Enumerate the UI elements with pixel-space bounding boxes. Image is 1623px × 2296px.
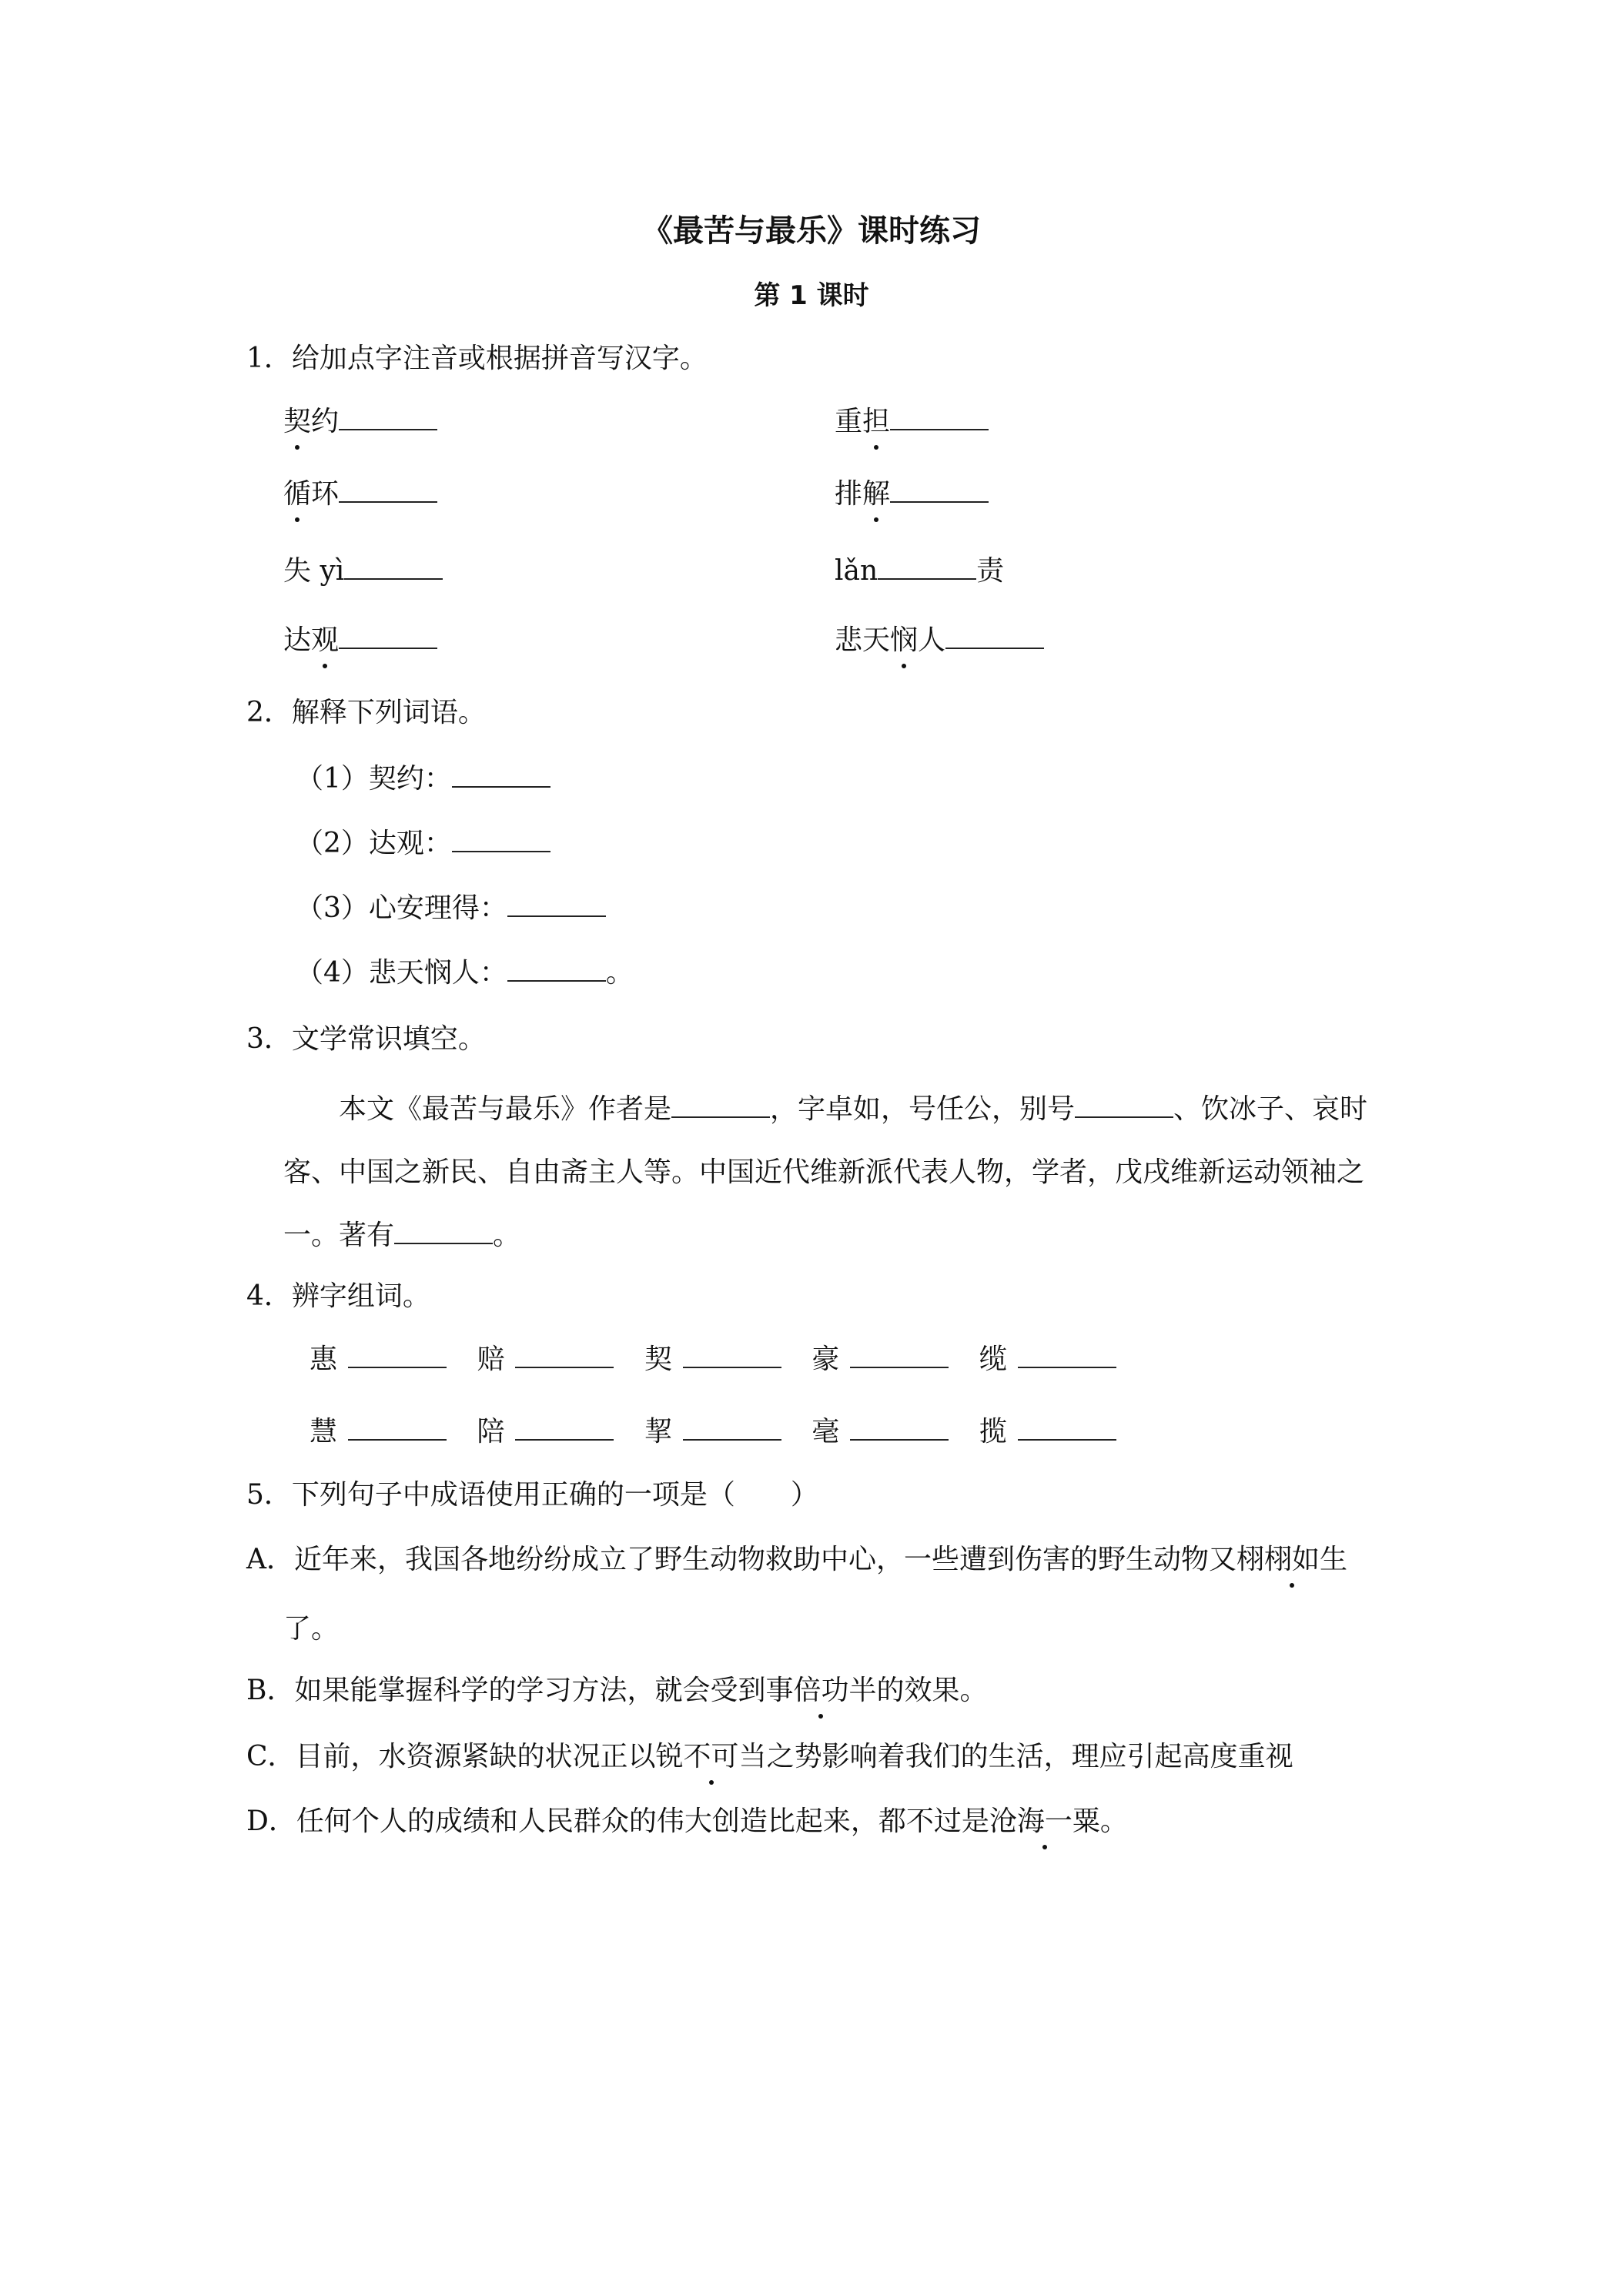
- answer-blank[interactable]: [452, 848, 550, 852]
- answer-blank[interactable]: [683, 1436, 781, 1441]
- answer-blank[interactable]: [850, 1364, 949, 1368]
- answer-blank[interactable]: [348, 1364, 447, 1368]
- q2-item-1: （1）契约：: [296, 764, 550, 795]
- q5-stem: 5．下列句子中成语使用正确的一项是（ ）: [246, 1479, 818, 1511]
- page-subtitle: 第 1 课时: [754, 280, 869, 311]
- answer-blank[interactable]: [394, 1240, 493, 1244]
- q4-row-1: 惠 赔 契 豪 缆: [310, 1344, 1138, 1375]
- page-title: 《最苦与最乐》课时练习: [642, 213, 981, 249]
- q1-item-2: 重担: [835, 407, 989, 437]
- answer-blank[interactable]: [339, 498, 437, 503]
- q2-item-2: （2）达观：: [296, 828, 550, 859]
- dotted-idiom: 沧海一粟: [989, 1806, 1100, 1837]
- answer-blank[interactable]: [890, 498, 989, 503]
- answer-blank[interactable]: [515, 1436, 614, 1441]
- q1-item-3: 循环: [283, 479, 437, 510]
- q3-paragraph: 本文《最苦与最乐》作者是 ，字卓如，号任公，别号 、饮冰子、哀时客、中国之新民、自由斋主人等。中国近代维新派代表人物，学者，戊戌维新运动领袖之一。著有 。: [283, 1093, 1368, 1251]
- answer-blank[interactable]: [339, 644, 437, 649]
- answer-blank[interactable]: [945, 644, 1044, 649]
- q5-option-a-line2: 了。: [283, 1613, 340, 1645]
- answer-blank[interactable]: [348, 1436, 447, 1441]
- dotted-idiom: 锐不可当: [655, 1741, 767, 1772]
- q1-item-6: lǎn 责: [835, 555, 1005, 587]
- q5-option-c[interactable]: C．目前，水资源紧缺的状况正以锐不可当之势影响着我们的生活，理应引起高度重视: [246, 1741, 1293, 1772]
- q1-item-1: 契约: [283, 407, 437, 437]
- answer-blank[interactable]: [452, 783, 550, 788]
- dotted-idiom: 事倍功半: [765, 1675, 877, 1706]
- answer-blank[interactable]: [890, 426, 989, 430]
- q5-option-b[interactable]: B．如果能掌握科学的学习方法，就会受到事倍功半的效果。: [246, 1675, 988, 1706]
- q3-stem: 3．文学常识填空。: [246, 1023, 486, 1055]
- q1-item-8: 悲天悯人: [835, 625, 1044, 656]
- q1-item-7: 达观: [283, 625, 437, 656]
- answer-blank[interactable]: [507, 977, 606, 982]
- q1-item-4: 排解: [835, 479, 989, 510]
- answer-blank[interactable]: [344, 575, 443, 580]
- answer-blank[interactable]: [878, 575, 976, 580]
- answer-blank[interactable]: [671, 1113, 770, 1118]
- q5-option-d[interactable]: D．任何个人的成绩和人民群众的伟大创造比起来，都不过是沧海一粟。: [246, 1806, 1128, 1837]
- answer-blank[interactable]: [339, 426, 437, 430]
- dotted-idiom: 栩栩如生: [1236, 1544, 1348, 1575]
- q4-row-2: 慧 陪 挈 毫 揽: [310, 1417, 1138, 1448]
- answer-blank[interactable]: [507, 912, 606, 917]
- answer-blank[interactable]: [683, 1364, 781, 1368]
- q4-stem: 4．辨字组词。: [246, 1280, 430, 1312]
- q2-item-4: （4）悲天悯人： 。: [296, 957, 634, 989]
- q2-item-3: （3）心安理得：: [296, 893, 606, 924]
- answer-blank[interactable]: [1075, 1113, 1173, 1118]
- q5-option-a[interactable]: A．近年来，我国各地纷纷成立了野生动物救助中心，一些遭到伤害的野生动物又栩栩如生: [246, 1544, 1348, 1575]
- q1-stem: 1．给加点字注音或根据拼音写汉字。: [246, 343, 708, 374]
- q2-stem: 2．解释下列词语。: [246, 697, 486, 728]
- answer-blank[interactable]: [1018, 1436, 1116, 1441]
- answer-blank[interactable]: [1018, 1364, 1116, 1368]
- answer-blank[interactable]: [850, 1436, 949, 1441]
- q1-item-5: 失 yì: [283, 556, 443, 587]
- answer-blank[interactable]: [515, 1364, 614, 1368]
